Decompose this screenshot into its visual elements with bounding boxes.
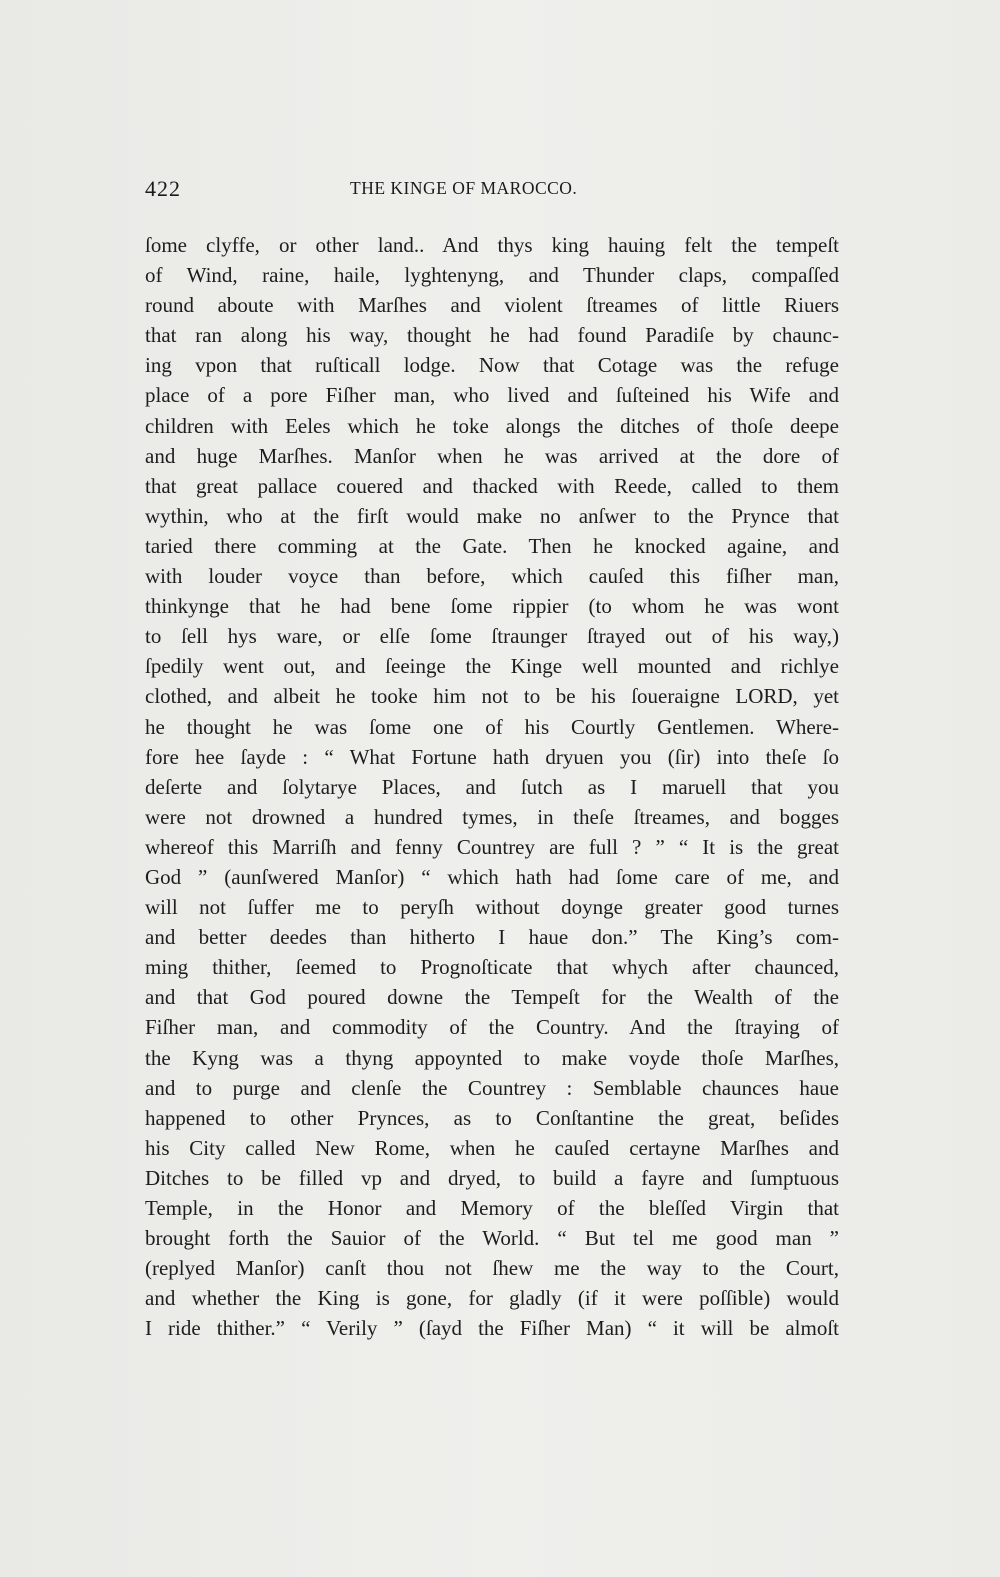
text-line: to ſell hys ware, or elſe ſome ſtraunger ſtrayed out of his way,) (145, 624, 839, 649)
text-line: thinkynge that he had bene ſome rippier (to whom he was wont (145, 594, 839, 619)
text-line: of Wind, raine, haile, lyghtenyng, and Thunder claps, compaſſed (145, 263, 839, 288)
text-line: Fiſher man, and commodity of the Country. And the ſtraying of (145, 1015, 839, 1040)
text-line: brought forth the Sauior of the World. “ But tel me good man ” (145, 1226, 839, 1251)
text-line: that great pallace couered and thacked with Reede, called to them (145, 473, 839, 498)
text-line: ing vpon that ruſticall lodge. Now that Cotage was the refuge (145, 353, 839, 378)
text-line: and huge Marſhes. Manſor when he was arrived at the dore of (145, 443, 839, 468)
text-line: were not drowned a hundred tymes, in theſe ſtreames, and bogges (145, 804, 839, 829)
text-line: and whether the King is gone, for gladly (if it were poſſible) would (145, 1286, 839, 1311)
text-line: his City called New Rome, when he cauſed certayne Marſhes and (145, 1135, 839, 1160)
running-title: THE KINGE OF MAROCCO. (350, 178, 578, 198)
text-line: whereof this Marriſh and fenny Countrey are full ? ” “ It is the great (145, 834, 839, 859)
page-number: 422 (145, 176, 181, 201)
text-line: happened to other Prynces, as to Conſtantine the great, beſides (145, 1105, 839, 1130)
text-line: round aboute with Marſhes and violent ſtreames of little Riuers (145, 293, 839, 318)
text-line: wythin, who at the firſt would make no anſwer to the Prynce that (145, 503, 839, 528)
text-line: God ” (aunſwered Manſor) “ which hath had ſome care of me, and (145, 864, 839, 889)
text-line: will not ſuffer me to peryſh without doynge greater good turnes (145, 895, 839, 920)
text-line: and better deedes than hitherto I haue don.” The King’s com- (145, 925, 839, 950)
text-line: children with Eeles which he toke alongs the ditches of thoſe deepe (145, 413, 839, 438)
text-line: taried there comming at the Gate. Then he knocked againe, and (145, 533, 839, 558)
text-line: Temple, in the Honor and Memory of the bleſſed Virgin that (145, 1196, 839, 1220)
body-text (145, 230, 839, 1343)
text-line: ſome clyffe, or other land.. And thys king hauing felt the tempeſt (145, 233, 839, 257)
text-line: ſpedily went out, and ſeeinge the Kinge well mounted and richlye (145, 654, 839, 679)
page-header (145, 176, 839, 206)
text-line: deſerte and ſolytarye Places, and ſutch as I maruell that you (145, 774, 839, 799)
text-line: I ride thither.” “ Verily ” (ſayd the Fiſher Man) “ it will be almoſt (145, 1316, 839, 1341)
text-line: (replyed Manſor) canſt thou not ſhew me the way to the Court, (145, 1256, 839, 1281)
text-line: Ditches to be filled vp and dryed, to build a fayre and ſumptuous (145, 1165, 839, 1190)
text-line: fore hee ſayde : “ What Fortune hath dryuen you (ſir) into theſe ſo (145, 744, 839, 769)
text-line: ming thither, ſeemed to Prognoſticate that whych after chaunced, (145, 955, 839, 980)
text-line: clothed, and albeit he tooke him not to be his ſoueraigne LORD, yet (145, 684, 839, 709)
text-line: and to purge and clenſe the Countrey : Semblable chaunces haue (145, 1075, 839, 1100)
text-line: the Kyng was a thyng appoynted to make voyde thoſe Marſhes, (145, 1045, 839, 1070)
text-line: with louder voyce than before, which cauſed this fiſher man, (145, 564, 839, 589)
text-line: that ran along his way, thought he had found Paradiſe by chaunc- (145, 323, 839, 348)
text-line: he thought he was ſome one of his Courtly Gentlemen. Where- (145, 714, 839, 739)
text-line: and that God poured downe the Tempeſt for the Wealth of the (145, 985, 839, 1010)
text-line: place of a pore Fiſher man, who lived and ſuſteined his Wife and (145, 383, 839, 408)
